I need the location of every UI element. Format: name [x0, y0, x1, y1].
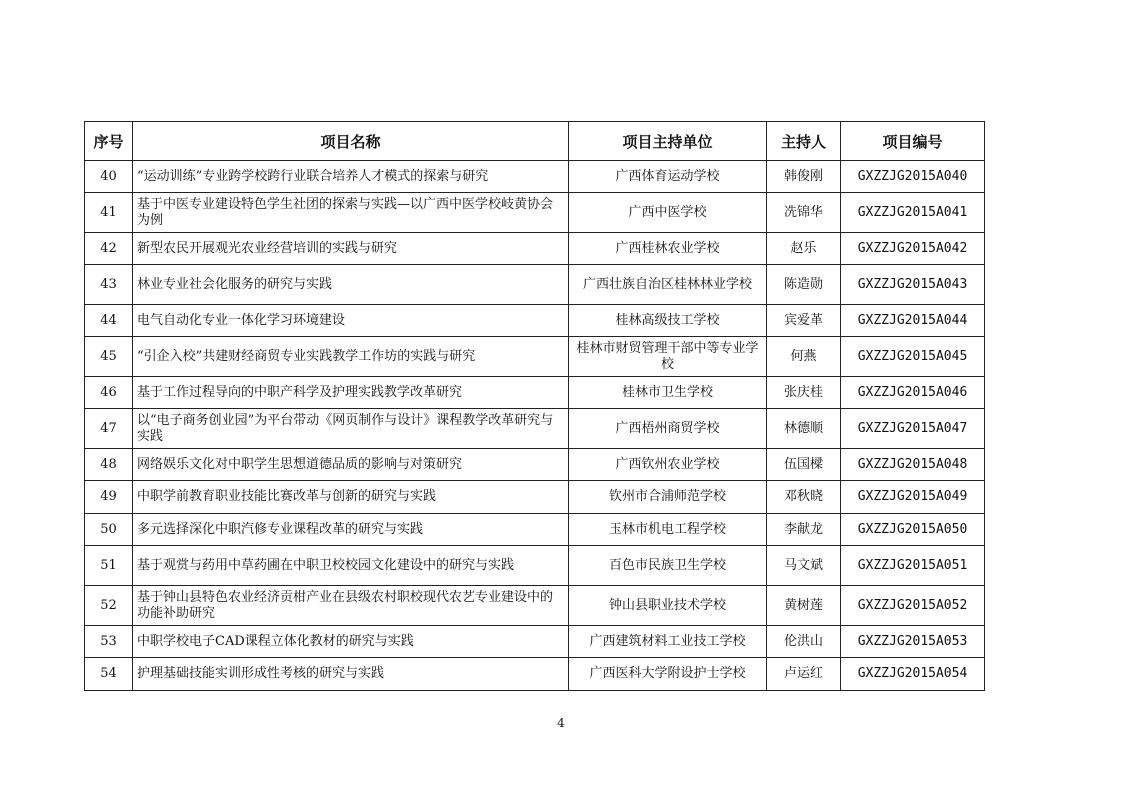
- table-row: [85, 546, 985, 586]
- cell-project-name: 中职学前教育职业技能比赛改革与创新的研究与实践: [133, 481, 569, 514]
- cell-leader: 何燕: [767, 337, 841, 377]
- cell-host-unit: 广西建筑材料工业技工学校: [569, 626, 767, 658]
- cell-project-code: GXZZJG2015A043: [841, 265, 985, 305]
- cell-host-unit: 百色市民族卫生学校: [569, 546, 767, 586]
- table-row: [85, 626, 985, 658]
- cell-project-code: GXZZJG2015A046: [841, 377, 985, 409]
- cell-no: 50: [85, 514, 133, 546]
- cell-no: 43: [85, 265, 133, 305]
- cell-project-code: GXZZJG2015A054: [841, 658, 985, 691]
- header-project-name: 项目名称: [133, 122, 569, 161]
- cell-project-name: 基于工作过程导向的中职产科学及护理实践教学改革研究: [133, 377, 569, 409]
- table-row: [85, 409, 985, 449]
- cell-no: 47: [85, 409, 133, 449]
- cell-project-name: 电气自动化专业一体化学习环境建设: [133, 305, 569, 337]
- cell-leader: 韩俊刚: [767, 161, 841, 193]
- cell-leader: 林德顺: [767, 409, 841, 449]
- cell-leader: 卢运红: [767, 658, 841, 691]
- cell-no: 52: [85, 586, 133, 626]
- cell-project-code: GXZZJG2015A052: [841, 586, 985, 626]
- cell-project-name: 新型农民开展观光农业经营培训的实践与研究: [133, 233, 569, 265]
- header-project-code: 项目编号: [841, 122, 985, 161]
- cell-no: 42: [85, 233, 133, 265]
- cell-host-unit: 桂林市卫生学校: [569, 377, 767, 409]
- cell-no: 53: [85, 626, 133, 658]
- cell-host-unit: 广西医科大学附设护士学校: [569, 658, 767, 691]
- cell-project-name: 护理基础技能实训形成性考核的研究与实践: [133, 658, 569, 691]
- cell-leader: 赵乐: [767, 233, 841, 265]
- cell-project-name: 林业专业社会化服务的研究与实践: [133, 265, 569, 305]
- cell-project-name: 中职学校电子CAD课程立体化教材的研究与实践: [133, 626, 569, 658]
- cell-host-unit: 广西桂林农业学校: [569, 233, 767, 265]
- page-number: 4: [557, 716, 565, 730]
- cell-project-code: GXZZJG2015A049: [841, 481, 985, 514]
- cell-no: 49: [85, 481, 133, 514]
- cell-no: 40: [85, 161, 133, 193]
- table-row: [85, 233, 985, 265]
- cell-project-name: 网络娱乐文化对中职学生思想道德品质的影响与对策研究: [133, 449, 569, 481]
- table-row: [85, 586, 985, 626]
- table-header-row: [85, 122, 985, 161]
- cell-project-code: GXZZJG2015A044: [841, 305, 985, 337]
- table-row: [85, 377, 985, 409]
- projects-table: [84, 121, 985, 691]
- cell-leader: 陈造勋: [767, 265, 841, 305]
- cell-host-unit: 广西壮族自治区桂林林业学校: [569, 265, 767, 305]
- cell-host-unit: 广西中医学校: [569, 193, 767, 233]
- cell-project-name: 基于观赏与药用中草药圃在中职卫校校园文化建设中的研究与实践: [133, 546, 569, 586]
- cell-no: 51: [85, 546, 133, 586]
- cell-no: 44: [85, 305, 133, 337]
- cell-no: 46: [85, 377, 133, 409]
- cell-project-code: GXZZJG2015A050: [841, 514, 985, 546]
- cell-leader: 李献龙: [767, 514, 841, 546]
- cell-host-unit: 广西体育运动学校: [569, 161, 767, 193]
- cell-host-unit: 钟山县职业技术学校: [569, 586, 767, 626]
- cell-project-code: GXZZJG2015A041: [841, 193, 985, 233]
- cell-host-unit: 广西梧州商贸学校: [569, 409, 767, 449]
- cell-project-code: GXZZJG2015A053: [841, 626, 985, 658]
- table-row: [85, 658, 985, 691]
- cell-leader: 伍国樑: [767, 449, 841, 481]
- cell-project-name: 基于中医专业建设特色学生社团的探索与实践—以广西中医学校岐黄协会为例: [133, 193, 569, 233]
- cell-project-code: GXZZJG2015A047: [841, 409, 985, 449]
- cell-project-code: GXZZJG2015A051: [841, 546, 985, 586]
- table-row: [85, 449, 985, 481]
- cell-host-unit: 玉林市机电工程学校: [569, 514, 767, 546]
- cell-host-unit: 广西钦州农业学校: [569, 449, 767, 481]
- header-leader: 主持人: [767, 122, 841, 161]
- cell-leader: 伦洪山: [767, 626, 841, 658]
- cell-no: 45: [85, 337, 133, 377]
- cell-project-name: “运动训练”专业跨学校跨行业联合培养人才模式的探索与研究: [133, 161, 569, 193]
- header-no: 序号: [85, 122, 133, 161]
- table-row: [85, 193, 985, 233]
- cell-project-code: GXZZJG2015A042: [841, 233, 985, 265]
- cell-host-unit: 钦州市合浦师范学校: [569, 481, 767, 514]
- cell-project-code: GXZZJG2015A048: [841, 449, 985, 481]
- cell-host-unit: 桂林高级技工学校: [569, 305, 767, 337]
- cell-no: 54: [85, 658, 133, 691]
- table-row: [85, 305, 985, 337]
- cell-leader: 宾爱革: [767, 305, 841, 337]
- cell-project-name: 以“电子商务创业园”为平台带动《网页制作与设计》课程教学改革研究与实践: [133, 409, 569, 449]
- cell-leader: 马文斌: [767, 546, 841, 586]
- cell-project-code: GXZZJG2015A045: [841, 337, 985, 377]
- table-row: [85, 481, 985, 514]
- cell-project-name: 多元选择深化中职汽修专业课程改革的研究与实践: [133, 514, 569, 546]
- cell-project-code: GXZZJG2015A040: [841, 161, 985, 193]
- cell-leader: 冼锦华: [767, 193, 841, 233]
- table-row: [85, 337, 985, 377]
- cell-project-name: “引企入校”共建财经商贸专业实践教学工作坊的实践与研究: [133, 337, 569, 377]
- table-row: [85, 265, 985, 305]
- cell-project-name: 基于钟山县特色农业经济贡柑产业在县级农村职校现代农艺专业建设中的功能补助研究: [133, 586, 569, 626]
- cell-leader: 黄树莲: [767, 586, 841, 626]
- table-row: [85, 161, 985, 193]
- cell-leader: 邓秋晓: [767, 481, 841, 514]
- cell-leader: 张庆桂: [767, 377, 841, 409]
- cell-host-unit: 桂林市财贸管理干部中等专业学校: [569, 337, 767, 377]
- table-row: [85, 514, 985, 546]
- cell-no: 48: [85, 449, 133, 481]
- cell-no: 41: [85, 193, 133, 233]
- header-host-unit: 项目主持单位: [569, 122, 767, 161]
